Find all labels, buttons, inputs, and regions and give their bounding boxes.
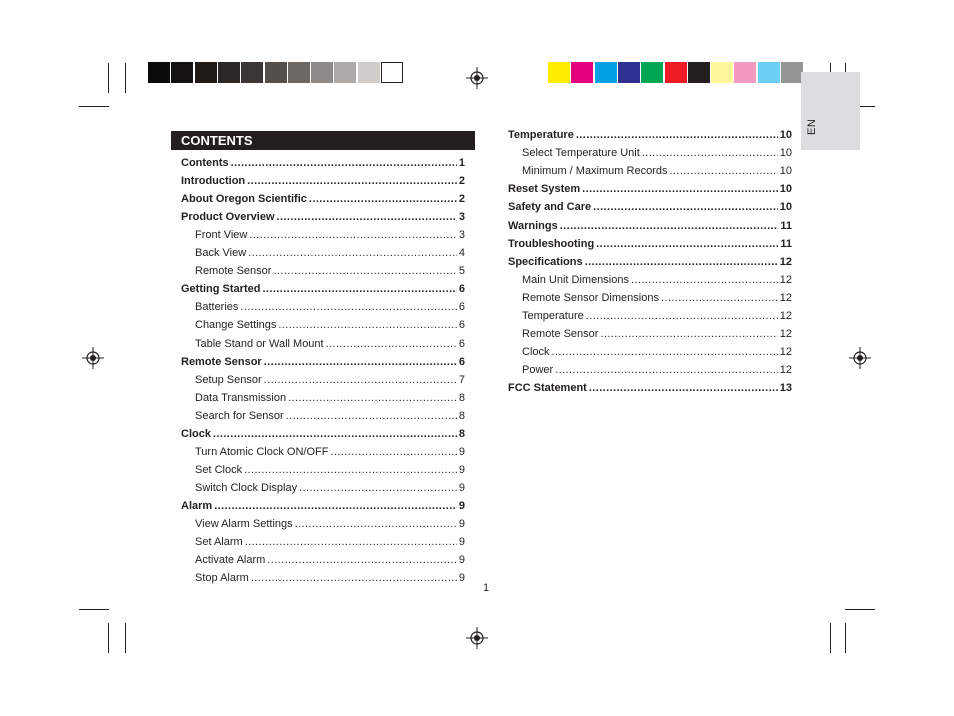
toc-entry-page: 10 bbox=[779, 201, 792, 214]
toc-leader bbox=[295, 518, 457, 531]
toc-entry[interactable] bbox=[181, 211, 465, 224]
toc-entry-label: Set Clock bbox=[195, 463, 243, 476]
toc-entry[interactable] bbox=[195, 247, 465, 260]
toc-entry[interactable] bbox=[181, 157, 465, 170]
toc-entry-label: Temperature bbox=[522, 310, 584, 322]
color-swatch bbox=[311, 62, 333, 83]
toc-leader bbox=[244, 464, 457, 477]
toc-leader bbox=[661, 292, 778, 305]
toc-entry-page: 12 bbox=[779, 291, 792, 304]
toc-entry-page: 3 bbox=[458, 229, 465, 242]
toc-entry-page: 10 bbox=[779, 129, 792, 141]
toc-leader bbox=[249, 229, 457, 242]
toc-leader bbox=[582, 183, 778, 196]
toc-entry-label: Power bbox=[522, 364, 554, 377]
toc-leader bbox=[600, 328, 777, 341]
color-swatch bbox=[758, 62, 780, 83]
color-swatch bbox=[734, 62, 756, 83]
toc-leader bbox=[589, 382, 778, 395]
toc-entry[interactable] bbox=[195, 229, 465, 242]
toc-leader bbox=[214, 500, 457, 513]
toc-leader bbox=[555, 364, 778, 377]
color-swatch bbox=[781, 62, 803, 83]
toc-entry-page: 3 bbox=[458, 211, 465, 224]
toc-entry[interactable] bbox=[181, 500, 465, 513]
toc-entry-page: 6 bbox=[458, 319, 465, 332]
registration-mark-icon bbox=[849, 347, 871, 369]
toc-entry-label: Remote Sensor bbox=[181, 355, 262, 368]
toc-entry-label: Introduction bbox=[181, 175, 246, 188]
page-number: 1 bbox=[483, 582, 490, 594]
toc-entry-page: 9 bbox=[458, 572, 465, 585]
toc-entry-label: Main Unit Dimensions bbox=[522, 273, 629, 286]
toc-entry[interactable] bbox=[195, 319, 465, 332]
toc-leader bbox=[669, 165, 777, 178]
toc-leader bbox=[576, 129, 778, 142]
toc-leader bbox=[247, 175, 457, 188]
toc-entry-label: Switch Clock Display bbox=[195, 481, 298, 494]
toc-entry-label: Search for Sensor bbox=[195, 409, 284, 422]
toc-entry-label: Back View bbox=[195, 247, 247, 260]
toc-entry-label: Select Temperature Unit bbox=[522, 147, 640, 160]
toc-entry-page: 10 bbox=[779, 147, 792, 160]
toc-entry[interactable] bbox=[522, 364, 792, 377]
toc-entry[interactable] bbox=[522, 328, 792, 341]
toc-leader bbox=[586, 310, 778, 323]
toc-entry-page: 2 bbox=[458, 175, 465, 188]
color-swatch bbox=[595, 62, 617, 83]
toc-leader bbox=[245, 536, 457, 549]
color-swatch bbox=[148, 62, 170, 83]
toc-entry-page: 12 bbox=[779, 255, 792, 268]
toc-entry[interactable] bbox=[508, 256, 792, 269]
toc-entry[interactable] bbox=[195, 374, 465, 387]
toc-entry-page: 2 bbox=[458, 193, 465, 206]
toc-entry[interactable] bbox=[522, 310, 792, 323]
toc-entry[interactable] bbox=[508, 129, 792, 142]
color-swatch bbox=[618, 62, 640, 83]
toc-leader bbox=[231, 157, 457, 170]
toc-entry[interactable] bbox=[522, 274, 792, 287]
color-swatch bbox=[548, 62, 570, 83]
toc-entry-page: 11 bbox=[780, 219, 792, 232]
color-swatch bbox=[358, 62, 380, 83]
toc-entry-page: 6 bbox=[458, 355, 465, 368]
color-swatch bbox=[334, 62, 356, 83]
language-tab bbox=[801, 72, 860, 150]
toc-leader bbox=[273, 265, 456, 278]
toc-leader bbox=[326, 338, 457, 351]
color-swatch bbox=[171, 62, 193, 83]
toc-entry-page: 9 bbox=[458, 554, 465, 567]
toc-entry[interactable] bbox=[508, 220, 792, 233]
toc-entry-page: 9 bbox=[458, 463, 465, 476]
toc-leader bbox=[299, 482, 457, 495]
toc-entry-label: Product Overview bbox=[181, 211, 275, 224]
color-swatch bbox=[241, 62, 263, 83]
toc-leader bbox=[277, 211, 457, 224]
toc-entry-page: 8 bbox=[458, 391, 465, 404]
toc-entry[interactable] bbox=[195, 338, 465, 351]
toc-entry-label: Data Transmission bbox=[195, 391, 287, 404]
toc-entry-label: Safety and Care bbox=[508, 201, 592, 214]
toc-entry-page: 6 bbox=[458, 337, 465, 350]
toc-entry-page: 6 bbox=[458, 301, 465, 314]
toc-entry-label: Batteries bbox=[195, 301, 239, 314]
toc-entry-label: Troubleshooting bbox=[508, 237, 595, 250]
toc-entry[interactable] bbox=[195, 410, 465, 423]
toc-entry-page: 13 bbox=[779, 382, 792, 395]
toc-entry[interactable] bbox=[522, 165, 792, 178]
toc-leader bbox=[593, 201, 778, 214]
toc-entry-label: Warnings bbox=[508, 219, 558, 232]
toc-entry-label: Remote Sensor bbox=[195, 265, 272, 278]
toc-entry-label: Activate Alarm bbox=[195, 554, 266, 567]
toc-entry-page: 9 bbox=[458, 499, 465, 512]
toc-leader bbox=[309, 193, 457, 206]
color-swatch bbox=[571, 62, 593, 83]
toc-entry[interactable] bbox=[508, 201, 792, 214]
toc-entry-page: 12 bbox=[779, 364, 792, 377]
toc-entry-page: 10 bbox=[779, 165, 792, 178]
toc-entry[interactable] bbox=[181, 283, 465, 296]
color-swatch bbox=[665, 62, 687, 83]
toc-entry-page: 4 bbox=[458, 247, 465, 260]
toc-entry-label: Remote Sensor Dimensions bbox=[522, 291, 659, 304]
toc-leader bbox=[264, 374, 457, 387]
toc-entry-page: 6 bbox=[458, 283, 465, 296]
contents-header: CONTENTS bbox=[171, 131, 475, 150]
toc-leader bbox=[596, 238, 778, 251]
toc-entry-label: View Alarm Settings bbox=[195, 518, 293, 530]
toc-entry[interactable] bbox=[195, 265, 465, 278]
toc-entry-label: Remote Sensor bbox=[522, 328, 599, 341]
toc-entry[interactable] bbox=[508, 382, 792, 395]
toc-entry-label: Change Settings bbox=[195, 319, 277, 332]
color-swatch bbox=[641, 62, 663, 83]
toc-entry[interactable] bbox=[195, 572, 465, 585]
toc-entry[interactable] bbox=[195, 301, 465, 314]
toc-entry-page: 11 bbox=[780, 237, 792, 250]
toc-leader bbox=[240, 301, 456, 314]
toc-entry-label: Specifications bbox=[508, 255, 583, 268]
toc-entry-page: 8 bbox=[458, 427, 465, 440]
toc-leader bbox=[552, 346, 778, 359]
toc-leader bbox=[585, 256, 778, 269]
toc-entry-page: 8 bbox=[458, 409, 465, 422]
toc-entry[interactable] bbox=[195, 554, 465, 567]
registration-mark-icon bbox=[466, 67, 488, 89]
toc-entry[interactable] bbox=[181, 356, 465, 369]
toc-entry-page: 5 bbox=[458, 265, 465, 278]
toc-entry-label: Minimum / Maximum Records bbox=[522, 165, 668, 178]
toc-entry-page: 12 bbox=[779, 328, 792, 341]
toc-entry[interactable] bbox=[181, 193, 465, 206]
toc-leader bbox=[264, 356, 457, 369]
toc-entry-label: Clock bbox=[522, 346, 550, 359]
toc-entry[interactable] bbox=[508, 183, 792, 196]
toc-entry[interactable] bbox=[522, 292, 792, 305]
toc-entry-label: Set Alarm bbox=[195, 536, 243, 549]
toc-entry-label: Stop Alarm bbox=[195, 572, 249, 585]
color-swatch bbox=[711, 62, 733, 83]
color-swatch bbox=[218, 62, 240, 83]
toc-entry[interactable] bbox=[522, 346, 792, 359]
toc-entry-label: Setup Sensor bbox=[195, 373, 262, 386]
toc-entry[interactable] bbox=[181, 428, 465, 441]
toc-entry-label: Getting Started bbox=[181, 283, 261, 296]
toc-leader bbox=[267, 554, 457, 567]
language-tab-label: EN bbox=[806, 118, 818, 135]
toc-leader bbox=[631, 274, 778, 287]
toc-entry[interactable] bbox=[195, 482, 465, 495]
toc-leader bbox=[262, 283, 456, 296]
toc-entry[interactable] bbox=[195, 536, 465, 549]
color-swatch bbox=[288, 62, 310, 83]
toc-leader bbox=[642, 147, 778, 160]
toc-entry-label: Contents bbox=[181, 157, 229, 169]
toc-entry[interactable] bbox=[195, 446, 465, 459]
toc-entry-label: Turn Atomic Clock ON/OFF bbox=[195, 445, 329, 458]
registration-mark-icon bbox=[466, 627, 488, 649]
toc-entry-label: Table Stand or Wall Mount bbox=[195, 337, 324, 350]
toc-entry-page: 12 bbox=[779, 273, 792, 286]
toc-entry-label: FCC Statement bbox=[508, 382, 587, 395]
toc-entry[interactable] bbox=[195, 392, 465, 405]
toc-entry-page: 10 bbox=[779, 183, 792, 196]
color-swatch bbox=[381, 62, 403, 83]
toc-entry-label: Alarm bbox=[181, 499, 213, 512]
toc-entry-label: Reset System bbox=[508, 183, 581, 196]
toc-entry[interactable] bbox=[181, 175, 465, 188]
toc-entry[interactable] bbox=[195, 464, 465, 477]
toc-entry-page: 1 bbox=[458, 157, 465, 169]
color-swatch bbox=[195, 62, 217, 83]
color-swatch bbox=[688, 62, 710, 83]
toc-leader bbox=[278, 319, 457, 332]
toc-leader bbox=[286, 410, 457, 423]
toc-leader bbox=[248, 247, 457, 260]
toc-entry-page: 12 bbox=[779, 346, 792, 359]
toc-entry-page: 9 bbox=[458, 518, 465, 530]
toc-leader bbox=[330, 446, 456, 459]
registration-mark-icon bbox=[82, 347, 104, 369]
toc-entry-page: 9 bbox=[458, 445, 465, 458]
toc-entry-page: 7 bbox=[458, 373, 465, 386]
toc-entry-page: 12 bbox=[779, 310, 792, 322]
toc-entry-label: About Oregon Scientific bbox=[181, 193, 307, 206]
toc-entry-page: 9 bbox=[458, 536, 465, 549]
toc-leader bbox=[213, 428, 457, 441]
toc-entry[interactable] bbox=[522, 147, 792, 160]
toc-entry-label: Temperature bbox=[508, 129, 574, 141]
toc-entry-label: Front View bbox=[195, 229, 248, 242]
toc-entry-page: 9 bbox=[458, 481, 465, 494]
toc-entry[interactable] bbox=[195, 518, 465, 531]
color-swatch bbox=[265, 62, 287, 83]
toc-entry-label: Clock bbox=[181, 427, 211, 440]
toc-entry[interactable] bbox=[508, 238, 792, 251]
toc-leader bbox=[251, 572, 457, 585]
toc-leader bbox=[288, 392, 457, 405]
toc-leader bbox=[560, 220, 779, 233]
